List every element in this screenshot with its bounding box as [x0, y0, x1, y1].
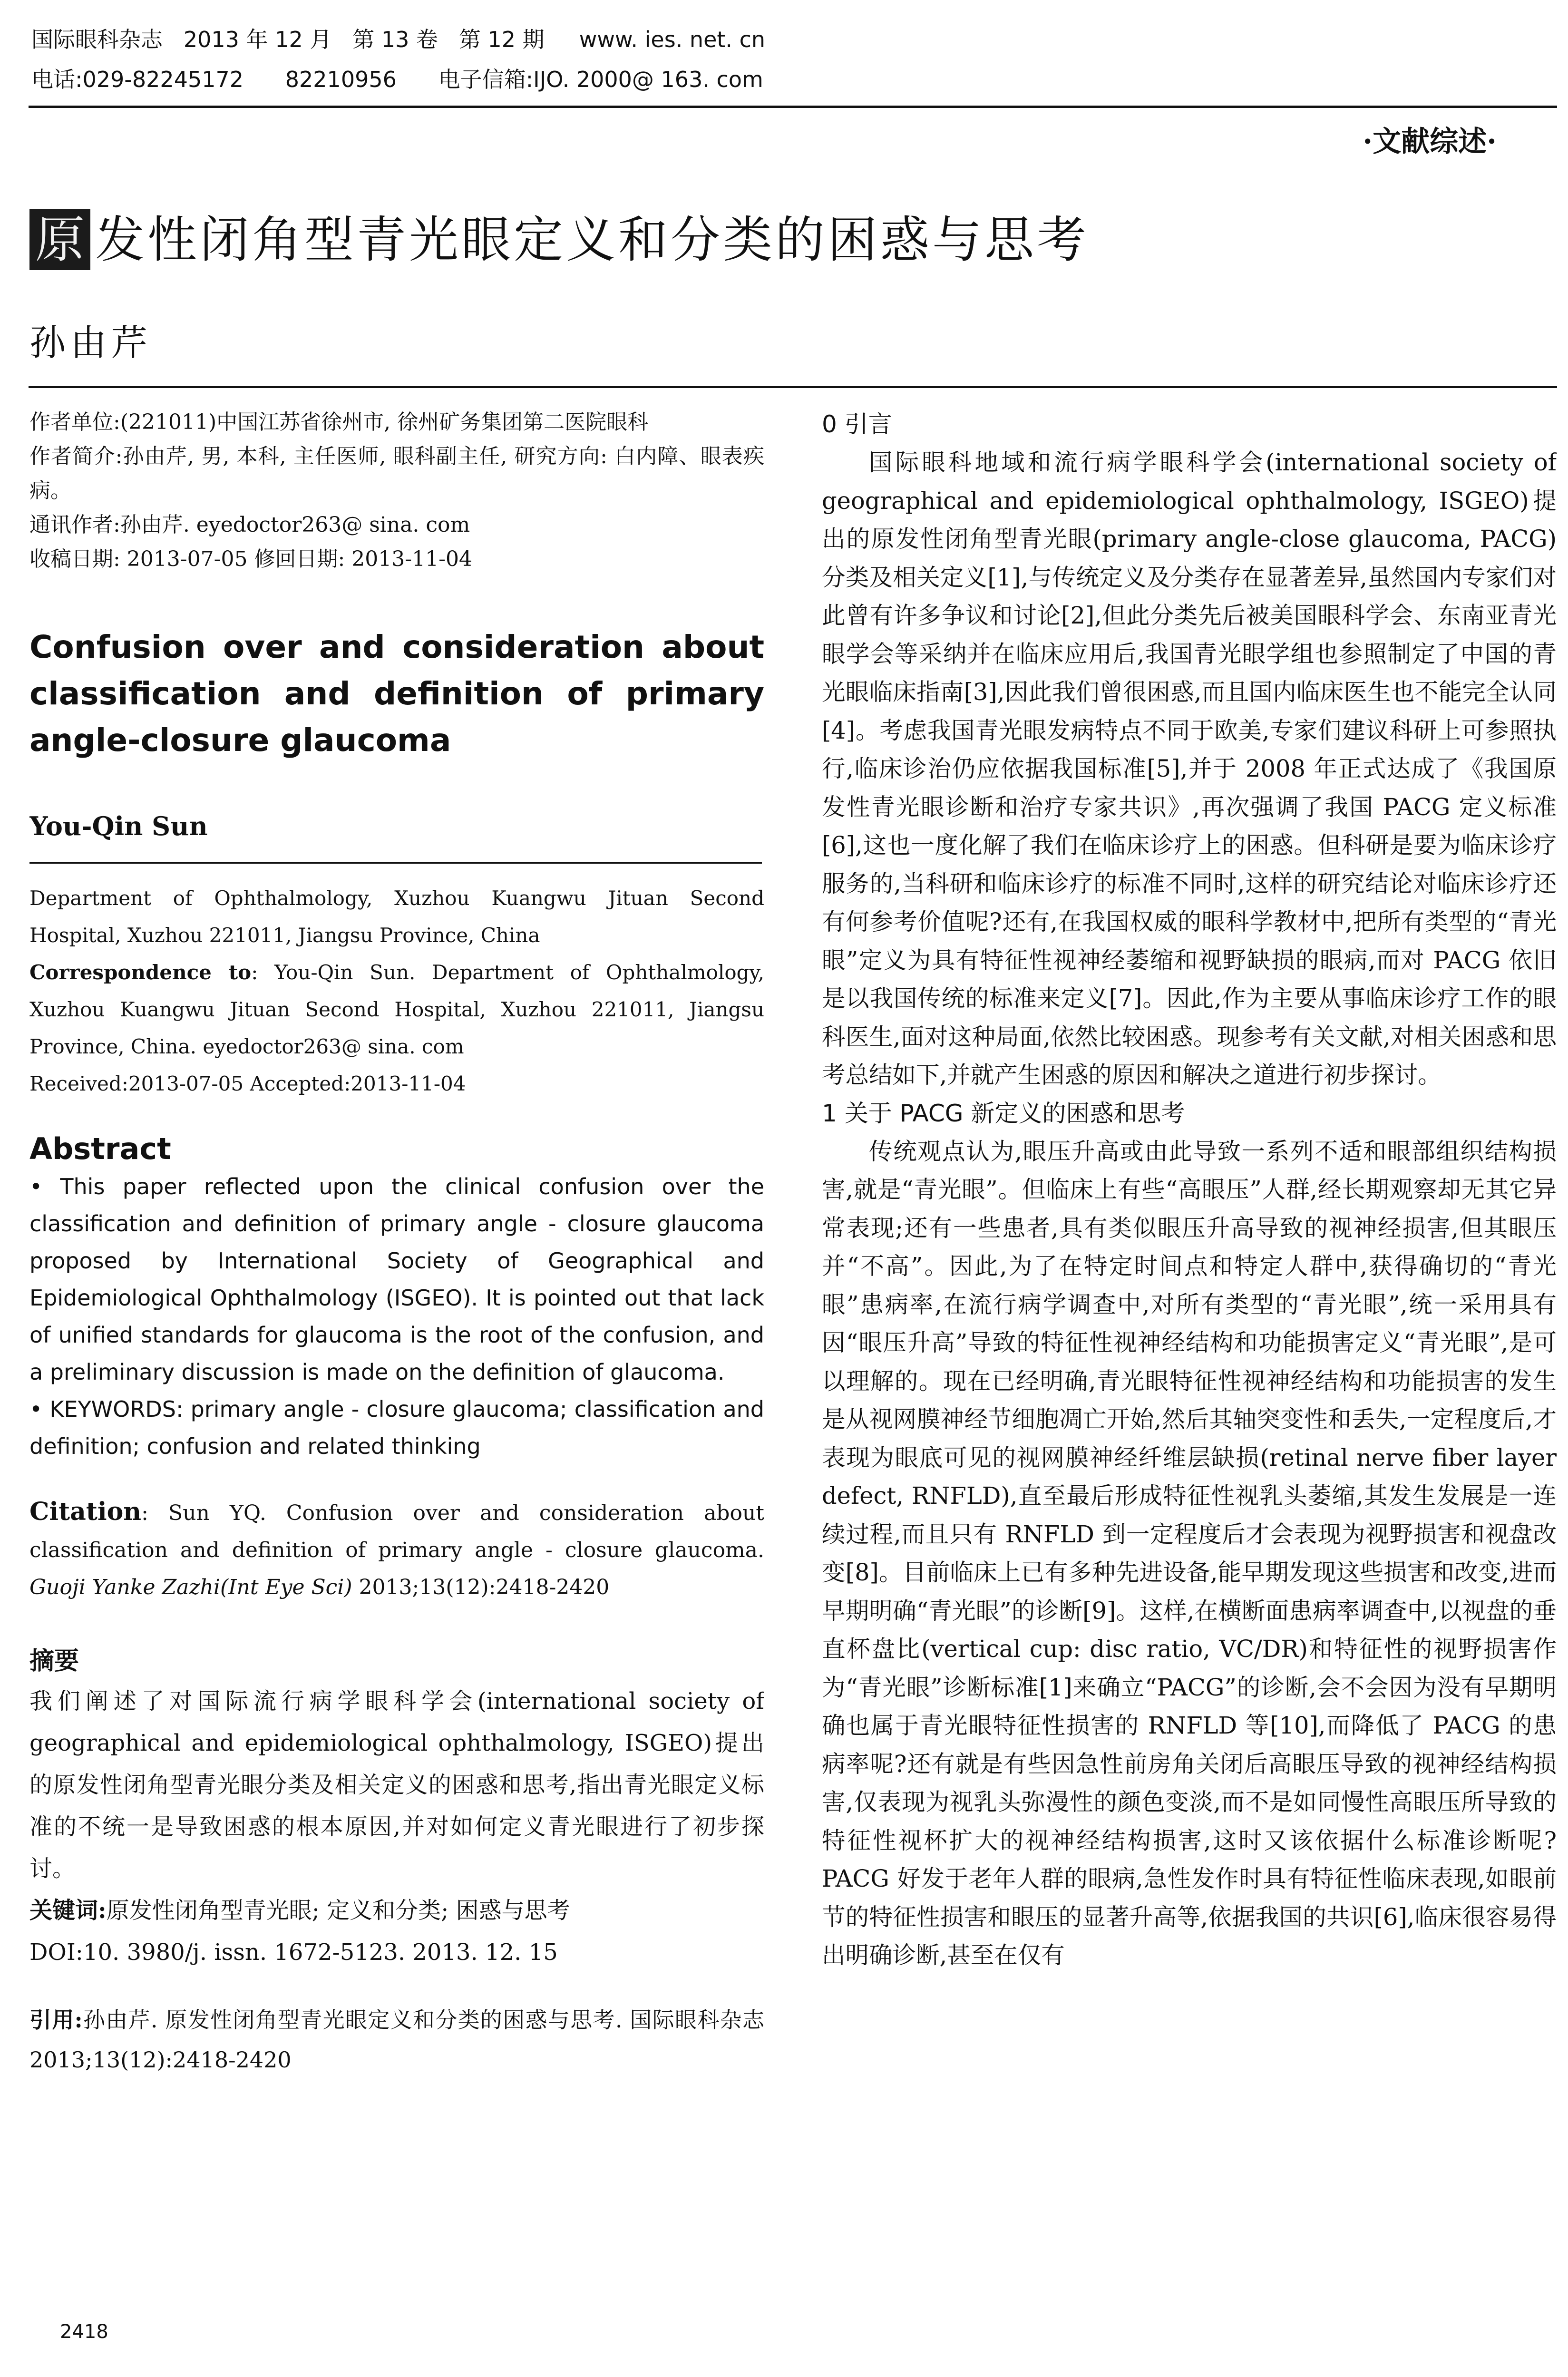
english-author: You-Qin Sun	[29, 811, 208, 841]
section-1-text: 传统观点认为,眼压升高或由此导致一系列不适和眼部组织结构损害,就是“青光眼”。但临床上有些“高眼压”人群,经长期观察却无其它异常表现;还有一些患者,具有类似眼压升高导致的视神经损害,但其眼压并“不高”。因此,为了在特定时间点和特定人群中,获得确切的“青光眼”患病率,在流行病学调查中,对所有类型的“青光眼”,统一采用具有因“眼压升高”导致的特征性视神经结构和功能损害定义“青光眼”,是可以理解的。现在已经明确,青光眼特征性视神经结构和功能损害的发生是从视网膜神经节细胞凋亡开始,然后其轴突变性和丢失,一定程度后,才表现为眼底可见的视网膜神经纤维层缺损(retinal nerve fiber layer defect, RNFLD),直至最后形成特征性视乳头萎缩,其发生发展是一连续过程,而且只有 RNFLD 到一定程度后才会表现为视野损害和视盘改变[8]。目前临床上已有多种先进设备,能早期发现这些损害和改变,进而早期明确“青光眼”的诊断[9]。这样,在横断面患病率调查中,以视盘的垂直杯盘比(vertical cup: disc ratio, VC/DR)和特征性的视野损害作为“青光眼”诊断标准[1]来确立“PACG”的诊断,会不会因为没有早期明确也属于青光眼特征性损害的 RNFLD 等[10],而降低了 PACG 的患病率呢?还有就是有些因急性前房角关闭后高眼压导致的视神经结构损害,仅表现为视乳头弥漫性的颜色变淡,而不是如同慢性高眼压所导致的特征性视杯扩大的视神经结构损害,这时又该依据什么标准诊断呢?PACG 好发于老年人群的眼病,急性发作时具有特征性临床表现,如眼前节的特征性损害和眼压的显著升高等,依据我国的共识[6],临床很容易得出明确诊断,甚至在仅有	[822, 1137, 1557, 1969]
citation-label: Citation	[29, 1497, 142, 1526]
title-drop-char: 原	[29, 209, 90, 270]
journal-header-line1: 国际眼科杂志 2013 年 12 月 第 13 卷 第 12 期 www. ies. net. cn	[31, 27, 766, 52]
english-title: Confusion over and consideration about classification and definition of primary angle-closure glaucoma	[29, 629, 764, 759]
abstract-heading: Abstract	[29, 1131, 171, 1166]
corresponding-author: 通讯作者:孙由芹. eyedoctor263@ sina. com	[29, 513, 470, 537]
english-correspondence	[29, 954, 764, 1065]
chinese-abstract-heading: 摘要	[29, 1646, 79, 1676]
chinese-citation-text: 孙由芹. 原发性闭角型青光眼定义和分类的困惑与思考. 国际眼科杂志 2013;13(12):2418-2420	[29, 2007, 764, 2073]
english-keywords: • KEYWORDS: primary angle - closure glaucoma; classification and definition; confusion and related thinking	[29, 1396, 764, 1459]
correspondence-label: Correspondence to	[29, 961, 252, 984]
abstract-text: • This paper reflected upon the clinical confusion over the classification and definition of primary angle - closure glaucoma proposed by International Society of Geographical and Epidemiological Ophthalmology (ISGEO). It is pointed out that lack of unified standards for glaucoma is the root of the confusion, and a preliminary discussion is made on the definition of glaucoma.	[29, 1174, 764, 1385]
right-column	[822, 405, 1557, 2303]
english-author-rule	[29, 862, 762, 864]
chinese-abstract-text: 我们阐述了对国际流行病学眼科学会(international society of geographical and epidemiological ophthalmology, ISGEO)提出的原发性闭角型青光眼分类及相关定义的困惑和思考,指出青光眼定义标准的不统一是导致困惑的根本原因,并对如何定义青光眼进行了初步探讨。	[29, 1688, 764, 1882]
author-rule	[29, 386, 1557, 388]
author-name: 孙由芹	[29, 321, 152, 364]
citation-journal: Guoji Yanke Zazhi(Int Eye Sci)	[29, 1575, 352, 1599]
section-0-text: 国际眼科地域和流行病学眼科学会(international society of geographical and epidemiological ophthalmology, ISGEO)提出的原发性闭角型青光眼(primary angle-close glaucoma, PACG)分类及相关定义[1],与传统定义及分类存在显著差异,虽然国内专家们对此曾有许多争议和讨论[2],但此分类先后被美国眼科学会、东南亚青光眼学会等采纳并在临床应用后,我国青光眼学组也参照制定了中国的青光眼临床指南[3],因此我们曾很困惑,而且国内临床医生也不能完全认同[4]。考虑我国青光眼发病特点不同于欧美,专家们建议科研上可参照执行,临床诊治仍应依据我国标准[5],并于 2008 年正式达成了《我国原发性青光眼诊断和治疗专家共识》,再次强调了我国 PACG 定义标准[6],这也一度化解了我们在临床诊疗上的困惑。但科研是要为临床诊疗服务的,当科研和临床诊疗的标准不同时,这样的研究结论对临床诊疗还有何参考价值呢?还有,在我国权威的眼科学教材中,把所有类型的“青光眼”定义为具有特征性视神经萎缩和视野缺损的眼病,而对 PACG 依旧是以我国传统的标准来定义[7]。因此,作为主要从事临床诊疗工作的眼科医生,面对这种局面,依然比较困惑。现参考有关文献,对相关困惑和思考总结如下,并就产生困惑的原因和解决之道进行初步探讨。	[822, 448, 1557, 1089]
section-0-heading: 0 引言	[822, 410, 892, 438]
left-column	[29, 405, 764, 2284]
chinese-citation-label: 引用:	[29, 2007, 83, 2033]
dates: 收稿日期: 2013-07-05 修回日期: 2013-11-04	[29, 547, 472, 571]
section-tag: ·文献综述·	[1363, 125, 1497, 158]
page-number: 2418	[60, 2321, 108, 2343]
article-title: 发性闭角型青光眼定义和分类的困惑与思考	[95, 211, 1090, 269]
citation-text: : Sun YQ. Confusion over and consideration about classification and definition of primary angle - closure glaucoma.	[29, 1501, 764, 1562]
section-1-heading: 1 关于 PACG 新定义的困惑和思考	[822, 1099, 1185, 1127]
chinese-keywords-text: 原发性闭角型青光眼; 定义和分类; 困惑与思考	[106, 1897, 570, 1924]
author-bio: 作者简介:孙由芹, 男, 本科, 主任医师, 眼科副主任, 研究方向: 白内障、眼表疾病。	[29, 444, 764, 503]
english-received: Received:2013-07-05 Accepted:2013-11-04	[29, 1072, 466, 1095]
chinese-keywords-label: 关键词:	[29, 1897, 107, 1924]
journal-header-line2: 电话:029-82245172 82210956 电子信箱:IJO. 2000@ 163. com	[31, 67, 763, 92]
author-affiliation: 作者单位:(221011)中国江苏省徐州市, 徐州矿务集团第二医院眼科	[29, 410, 649, 434]
doi: DOI:10. 3980/j. issn. 1672-5123. 2013. 12. 15	[29, 1939, 558, 1966]
header-rule	[29, 106, 1557, 108]
chinese-keywords	[29, 1890, 764, 1931]
english-affiliation: Department of Ophthalmology, Xuzhou Kuangwu Jituan Second Hospital, Xuzhou 221011, Jiangsu Province, China	[29, 887, 764, 947]
citation-tail: 2013;13(12):2418-2420	[352, 1575, 610, 1599]
chinese-citation	[29, 2000, 764, 2080]
english-citation	[29, 1493, 764, 1606]
correspondence-text: : You-Qin Sun. Department of Ophthalmology, Xuzhou Kuangwu Jituan Second Hospital, Xuzhou 221011, Jiangsu Province, China. eyedoctor263@ sina. com	[29, 961, 764, 1058]
